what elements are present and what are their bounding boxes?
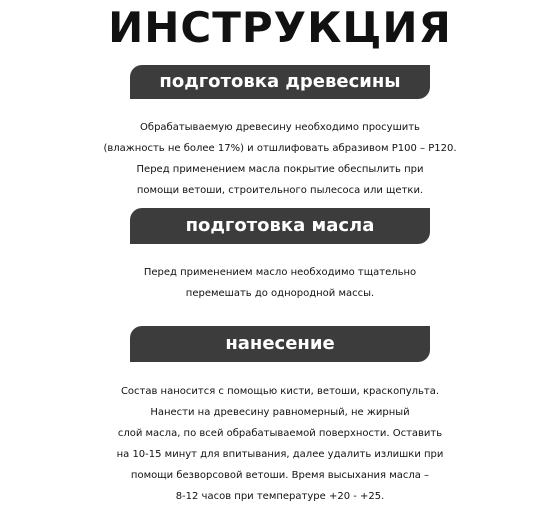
section-heading-application: нанесение bbox=[130, 326, 430, 362]
text-line: перемешать до однородной массы. bbox=[185, 288, 375, 299]
text-line: помощи ветоши, строительного пылесоса или щетки. bbox=[136, 185, 424, 196]
text-line: слой масла, по всей обрабатываемой поверхности. Оставить bbox=[117, 428, 443, 439]
text-line: (влажность не более 17%) и отшлифовать абразивом Р100 – Р120. bbox=[103, 143, 457, 154]
text-line: Перед применением масло необходимо тщательно bbox=[143, 267, 417, 278]
text-line: 8-12 часов при температуре +20 - +25. bbox=[175, 491, 385, 502]
section-text-application bbox=[0, 381, 560, 507]
section-heading-oil-preparation: подготовка масла bbox=[130, 208, 430, 244]
text-line: на 10-15 минут для впитывания, далее удалить излишки при bbox=[116, 449, 444, 460]
section-text-wood-preparation bbox=[0, 117, 560, 201]
text-line: Перед применением масла покрытие обеспылить при bbox=[136, 164, 424, 175]
text-line: Состав наносится с помощью кисти, ветоши, краскопульта. bbox=[120, 386, 440, 397]
section-text-oil-preparation bbox=[0, 262, 560, 304]
section-heading-wood-preparation: подготовка древесины bbox=[130, 65, 430, 99]
page-title: ИНСТРУКЦИЯ bbox=[108, 3, 452, 52]
text-line: Нанести на древесину равномерный, не жирный bbox=[150, 407, 410, 418]
text-line: Обрабатываемую древесину необходимо просушить bbox=[140, 122, 420, 133]
text-line: помощи безворсовой ветоши. Время высыхания масла – bbox=[130, 470, 430, 481]
